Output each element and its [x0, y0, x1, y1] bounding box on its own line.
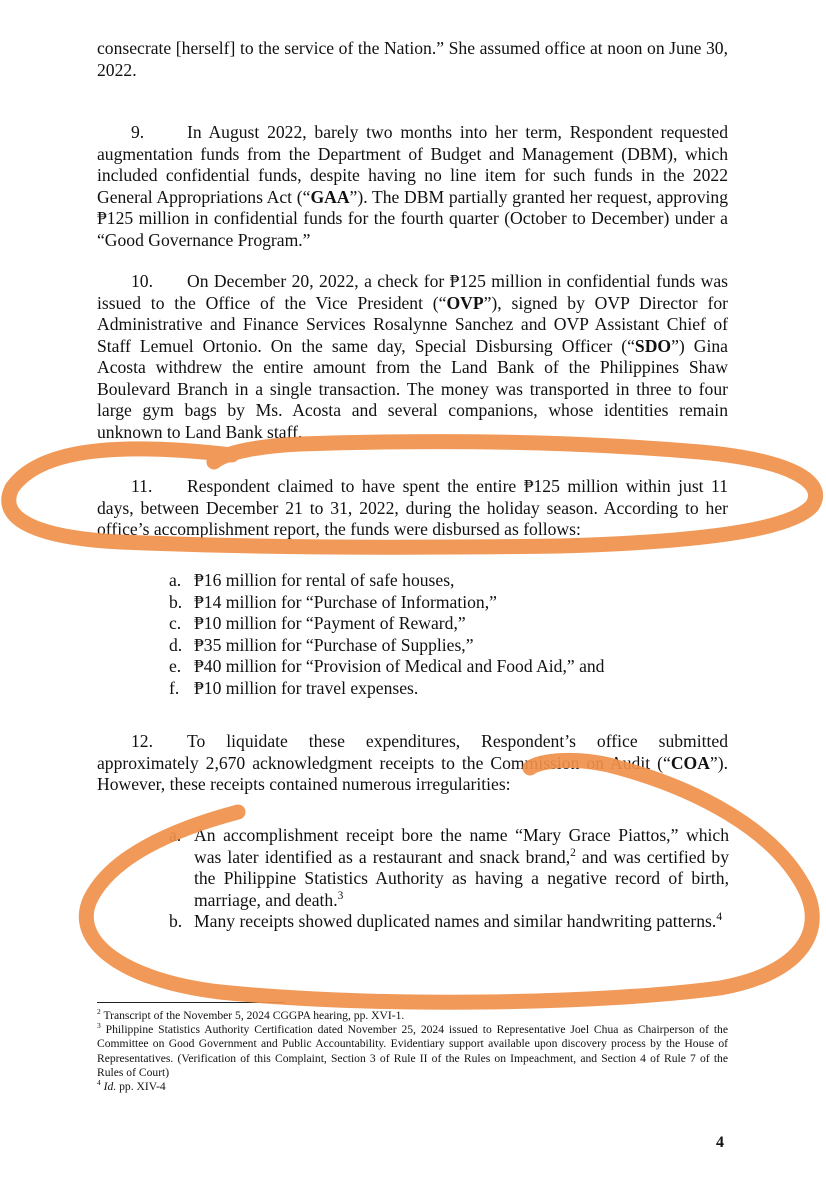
- footnotes: [97, 1009, 728, 1094]
- paragraph-number: 12.: [131, 731, 153, 751]
- paragraph-number: 11.: [131, 476, 153, 496]
- paragraph-number: 10.: [131, 271, 153, 291]
- defined-term: OVP: [446, 292, 484, 313]
- footnote: $^2$ Transcript of the November 5, 2024 CGGPA hearing, pp. XVI-1.: [97, 1007, 405, 1022]
- list-item: b. Many receipts showed duplicated names and similar handwriting patterns.$^4$: [169, 911, 723, 931]
- paragraph-12: 12. To liquidate these expenditures, Respondent’s office submitted approximately 2,670 acknowledgment receipts to the Commission on Audit (“COA”). However, these receipts contained numerous irregularities:: [97, 731, 728, 794]
- defined-term: GAA: [310, 186, 350, 207]
- paragraph-number: 9.: [131, 122, 145, 142]
- list-item: f. ₱10 million for travel expenses.: [169, 677, 419, 698]
- list-item: c. ₱10 million for “Payment of Reward,”: [169, 613, 466, 633]
- paragraph-continuation: consecrate [herself] to the service of the Nation.” She assumed office at noon on June 30, 2022.: [97, 38, 728, 80]
- footnote-ref[interactable]: 3: [337, 889, 344, 902]
- disbursement-list: [169, 570, 729, 699]
- list-item: a. An accomplishment receipt bore the name “Mary Grace Piattos,” which was later identified as a restaurant and snack brand,$^2$ and was certified by the Philippine Statistics Authority as having a negative record of birth, marriage, and death.$^3$: [169, 825, 730, 910]
- paragraph-11: 11. Respondent claimed to have spent the entire ₱125 million within just 11 days, between December 21 to 31, 2022, during the holiday season. According to her office’s accomplishment report, the funds were disbursed as follows:: [97, 476, 728, 539]
- list-item: b. ₱14 million for “Purchase of Information,”: [169, 591, 497, 612]
- page-number: 4: [716, 1134, 724, 1151]
- footnote-divider: [97, 1002, 285, 1003]
- footnote: $^4$ Id. pp. XIV-4: [97, 1078, 166, 1094]
- paragraph-9: 9. In August 2022, barely two months into her term, Respondent requested augmentation funds from the Department of Budget and Management (DBM), which included confidential funds, despite having no line item for such funds in the 2022 General Appropriations Act (“GAA”). The DBM partially granted her request, approving ₱125 million in confidential funds for the fourth quarter (October to December) under a “Good Governance Program.”: [97, 122, 729, 250]
- defined-term: SDO: [634, 335, 672, 356]
- list-item: a. ₱16 million for rental of safe houses,: [169, 570, 455, 590]
- footnote-ref[interactable]: 4: [716, 911, 723, 924]
- footnote: $^3$ Philippine Statistics Authority Certification dated November 25, 2024 issued to Representative Joel Chua as Chairperson of the Committee on Good Government and Public Accountability. Evidentiary support available upon discovery process by the House of Representatives. (Verification of this Complaint, Section 3 of Rule II of the Rules on Impeachment, and Section 4 of Rule 7 of the Rules of Court): [97, 1021, 728, 1079]
- defined-term: COA: [670, 752, 710, 773]
- paragraph-10: 10. On December 20, 2022, a check for ₱125 million in confidential funds was issued to the Office of the Vice President (“OVP”), signed by OVP Director for Administrative and Finance Services Rosalynne Sanchez and OVP Assistant Chief of Staff Lemuel Ortonio. On the same day, Special Disbursing Officer (“SDO”) Gina Acosta withdrew the entire amount from the Land Bank of the Philippines Shaw Boulevard Branch in a single transaction. The money was transported in three to four large gym bags by Ms. Acosta and several companions, whose identities remain unknown to Land Bank staff.: [97, 271, 728, 442]
- irregularities-list: [169, 825, 729, 933]
- list-item: e. ₱40 million for “Provision of Medical and Food Aid,” and: [169, 656, 605, 676]
- footnote-ref[interactable]: 2: [570, 846, 576, 859]
- list-item: d. ₱35 million for “Purchase of Supplies,”: [169, 634, 474, 655]
